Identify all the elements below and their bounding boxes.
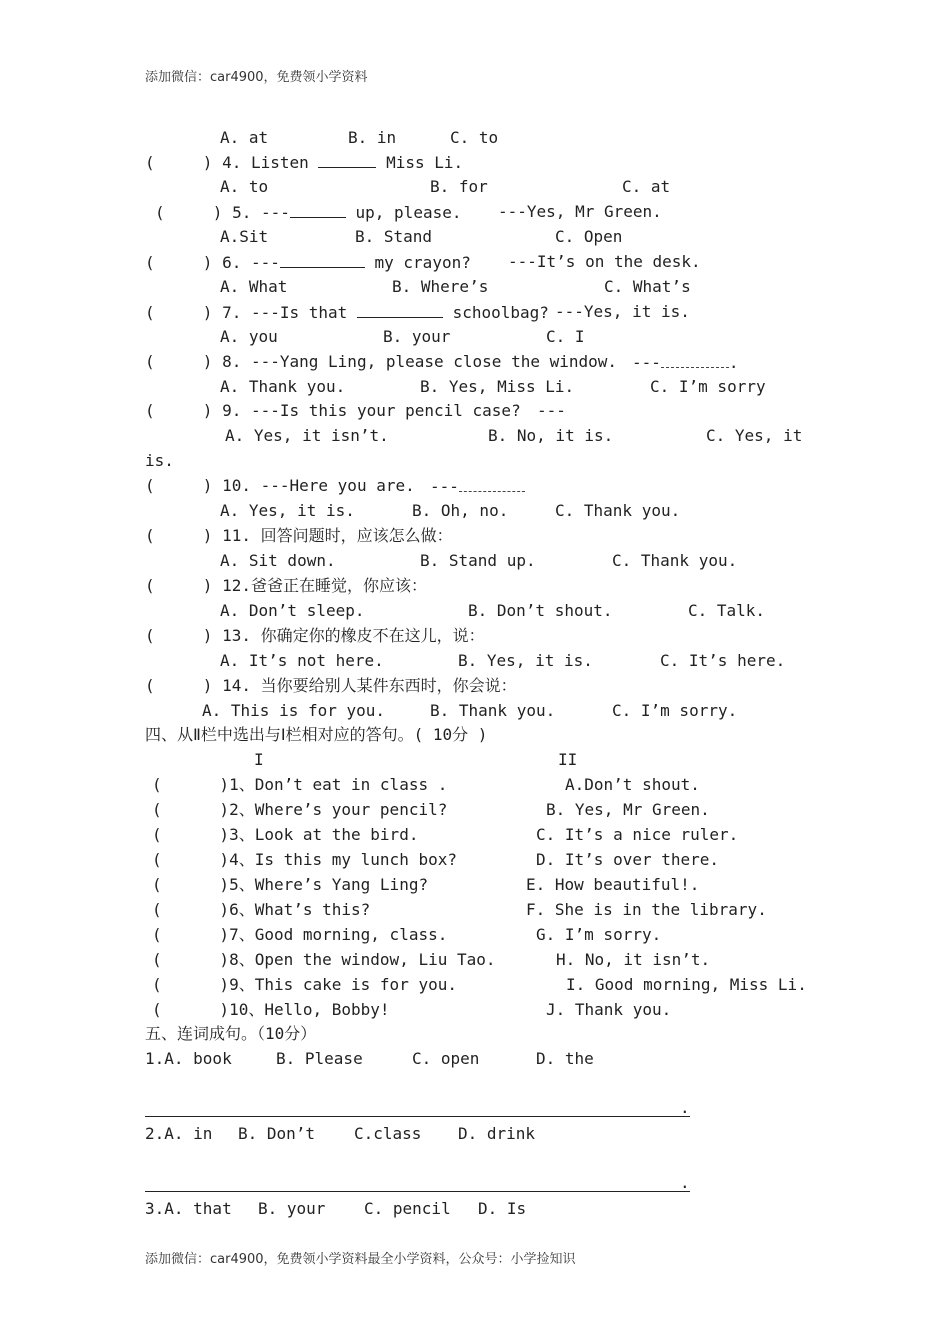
word-b: B. Don’t xyxy=(238,1124,316,1143)
matching-prompt: 5、Where’s Yang Ling? xyxy=(229,875,429,894)
matching-prompt: 10、Hello, Bobby! xyxy=(229,1000,390,1019)
answer-paren[interactable]: ( ) xyxy=(152,1000,230,1019)
answer-paren[interactable]: ( ) xyxy=(152,825,230,844)
option-c: C. It’s here. xyxy=(660,651,786,670)
matching-answer: J. Thank you. xyxy=(546,1000,672,1019)
answer-period: . xyxy=(680,1098,690,1117)
answer-paren[interactable]: ( ) xyxy=(152,800,230,819)
question-7 xyxy=(145,302,549,323)
option-c: C. Yes, it xyxy=(706,426,803,445)
question-text: 12.爸爸正在睡觉，你应该： xyxy=(222,576,427,595)
fill-blank[interactable] xyxy=(357,302,443,318)
matching-answer: G. I’m sorry. xyxy=(536,925,662,944)
matching-row-left xyxy=(152,950,496,970)
answer-paren[interactable]: ( ) xyxy=(145,576,213,595)
reply-dashes: --- xyxy=(632,353,661,372)
answer-paren[interactable]: ( ) xyxy=(152,775,230,794)
matching-prompt: 3、Look at the bird. xyxy=(229,825,419,844)
matching-row-left xyxy=(152,850,457,870)
question-text: up, please. xyxy=(355,203,462,222)
option-c: C. I’m sorry. xyxy=(612,701,738,720)
word-d: D. drink xyxy=(458,1124,536,1143)
column-2-heading: II xyxy=(558,750,578,769)
matching-prompt: 9、This cake is for you. xyxy=(229,975,457,994)
page-footer: 添加微信：car4900，免费领小学资料最全小学资料，公众号：小学捡知识 xyxy=(145,1252,576,1267)
option-c: C. Talk. xyxy=(688,601,766,620)
word-a: 2.A. in xyxy=(145,1124,213,1143)
option-a: A. at xyxy=(220,128,269,147)
question-text: Miss Li. xyxy=(386,153,464,172)
matching-answer: A.Don’t shout. xyxy=(565,775,700,794)
matching-row-left xyxy=(152,975,457,995)
option-a: A. This is for you. xyxy=(202,701,386,720)
answer-paren[interactable]: ( ) xyxy=(145,253,213,272)
question-text: my crayon? xyxy=(374,253,471,272)
option-a: A. Don’t sleep. xyxy=(220,601,365,620)
question-text: schoolbag? xyxy=(452,303,549,322)
option-a: A. It’s not here. xyxy=(220,651,384,670)
question-7-reply: ---Yes, it is. xyxy=(555,302,690,321)
answer-period: . xyxy=(680,1173,690,1192)
question-text: 6. --- xyxy=(222,253,280,272)
column-1-heading: I xyxy=(254,750,264,769)
word-c: C.class xyxy=(354,1124,422,1143)
question-14 xyxy=(145,676,517,696)
option-c: C. Open xyxy=(555,227,623,246)
answer-paren[interactable]: ( ) xyxy=(155,203,223,222)
matching-prompt: 2、Where’s your pencil? xyxy=(229,800,448,819)
option-b: B. Stand xyxy=(355,227,433,246)
option-b: B. Oh, no. xyxy=(412,501,509,520)
word-a: 1.A. book xyxy=(145,1049,232,1068)
question-12 xyxy=(145,576,427,596)
fill-blank[interactable] xyxy=(661,352,729,368)
option-b: B. Don’t shout. xyxy=(468,601,613,620)
question-6 xyxy=(145,252,471,273)
matching-row-left xyxy=(152,1000,390,1020)
option-c: C. What’s xyxy=(604,277,691,296)
word-c: C. open xyxy=(412,1049,480,1068)
answer-line[interactable] xyxy=(145,1191,690,1192)
question-11 xyxy=(145,526,453,546)
period: . xyxy=(728,353,739,372)
section-4-title: 四、从Ⅱ栏中选出与Ⅰ栏相对应的答句。( 10分 ) xyxy=(145,725,488,744)
option-a: A.Sit xyxy=(220,227,269,246)
option-b: B. Where’s xyxy=(392,277,489,296)
matching-row-left xyxy=(152,875,428,895)
option-a: A. What xyxy=(220,277,288,296)
answer-paren[interactable]: ( ) xyxy=(145,676,213,695)
option-c: C. I’m sorry xyxy=(650,377,766,396)
matching-answer: H. No, it isn’t. xyxy=(556,950,711,969)
section-5-title: 五、连词成句。（10分） xyxy=(145,1024,317,1043)
answer-paren[interactable]: ( ) xyxy=(145,476,213,495)
question-9-reply: --- xyxy=(537,401,566,420)
answer-line[interactable] xyxy=(145,1116,690,1117)
question-text: 4. Listen xyxy=(222,153,309,172)
answer-paren[interactable]: ( ) xyxy=(145,401,213,420)
matching-answer: B. Yes, Mr Green. xyxy=(546,800,710,819)
question-4 xyxy=(145,152,463,173)
option-a: A. you xyxy=(220,327,278,346)
matching-prompt: 6、What’s this? xyxy=(229,900,371,919)
question-text: 11. 回答问题时，应该怎么做： xyxy=(222,526,453,545)
matching-answer: F. She is in the library. xyxy=(526,900,767,919)
fill-blank[interactable] xyxy=(280,252,365,268)
question-9 xyxy=(145,401,521,421)
question-10 xyxy=(145,476,415,496)
question-8-reply xyxy=(632,352,739,373)
word-b: B. your xyxy=(258,1199,326,1218)
question-text: 7. ---Is that xyxy=(222,303,348,322)
option-b: B. Thank you. xyxy=(430,701,556,720)
question-text: 5. --- xyxy=(232,203,290,222)
answer-paren[interactable]: ( ) xyxy=(152,900,230,919)
question-5 xyxy=(155,202,461,223)
matching-prompt: 8、Open the window, Liu Tao. xyxy=(229,950,496,969)
option-c: C. Thank you. xyxy=(555,501,681,520)
option-b: B. Stand up. xyxy=(420,551,536,570)
question-5-reply: ---Yes, Mr Green. xyxy=(498,202,662,221)
option-a: A. to xyxy=(220,177,269,196)
question-6-reply: ---It’s on the desk. xyxy=(508,252,701,271)
answer-paren[interactable]: ( ) xyxy=(152,975,230,994)
question-8 xyxy=(145,352,617,372)
answer-paren[interactable]: ( ) xyxy=(145,303,213,322)
page-header: 添加微信：car4900，免费领小学资料 xyxy=(145,70,368,85)
option-a: A. Yes, it is. xyxy=(220,501,355,520)
question-text: 8. ---Yang Ling, please close the window. xyxy=(222,352,618,371)
word-d: D. Is xyxy=(478,1199,527,1218)
matching-row-left xyxy=(152,825,418,845)
matching-prompt: 1、Don’t eat in class . xyxy=(229,775,448,794)
option-b: B. Yes, it is. xyxy=(458,651,593,670)
word-a: 3.A. that xyxy=(145,1199,232,1218)
matching-answer: I. Good morning, Miss Li. xyxy=(566,975,807,994)
word-d: D. the xyxy=(536,1049,594,1068)
question-text: 9. ---Is this your pencil case? xyxy=(222,401,521,420)
question-text: 13. 你确定你的橡皮不在这儿，说： xyxy=(222,626,485,645)
question-10-reply xyxy=(430,476,525,497)
answer-paren[interactable]: ( ) xyxy=(152,850,230,869)
answer-paren[interactable]: ( ) xyxy=(152,950,230,969)
answer-paren[interactable]: ( ) xyxy=(152,925,230,944)
fill-blank[interactable] xyxy=(459,476,525,492)
option-c: C. I xyxy=(546,327,585,346)
option-a: A. Thank you. xyxy=(220,377,346,396)
matching-row-left xyxy=(152,800,447,820)
option-b: B. Yes, Miss Li. xyxy=(420,377,575,396)
answer-paren[interactable]: ( ) xyxy=(145,526,213,545)
option-c: C. at xyxy=(622,177,671,196)
option-b: B. No, it is. xyxy=(488,426,614,445)
option-b: B. for xyxy=(430,177,488,196)
option-c-continued: is. xyxy=(145,451,174,470)
matching-prompt: 7、Good morning, class. xyxy=(229,925,448,944)
option-c: C. to xyxy=(450,128,499,147)
option-a: A. Sit down. xyxy=(220,551,336,570)
question-text: 14. 当你要给别人某件东西时，你会说： xyxy=(222,676,517,695)
reply-dashes: --- xyxy=(430,477,459,496)
fill-blank[interactable] xyxy=(290,202,346,218)
answer-paren[interactable]: ( ) xyxy=(145,626,213,645)
matching-answer: C. It’s a nice ruler. xyxy=(536,825,739,844)
option-b: B. your xyxy=(383,327,451,346)
question-13 xyxy=(145,626,485,646)
answer-paren[interactable]: ( ) xyxy=(152,875,230,894)
matching-row-left xyxy=(152,900,370,920)
word-c: C. pencil xyxy=(364,1199,451,1218)
option-a: A. Yes, it isn’t. xyxy=(225,426,389,445)
matching-row-left xyxy=(152,925,447,945)
matching-prompt: 4、Is this my lunch box? xyxy=(229,850,457,869)
matching-answer: D. It’s over there. xyxy=(536,850,720,869)
word-b: B. Please xyxy=(276,1049,363,1068)
matching-row-left xyxy=(152,775,447,795)
answer-paren[interactable]: ( ) xyxy=(145,352,213,371)
question-text: 10. ---Here you are. xyxy=(222,476,415,495)
matching-answer: E. How beautiful!. xyxy=(526,875,700,894)
answer-paren[interactable]: ( ) xyxy=(145,153,213,172)
option-c: C. Thank you. xyxy=(612,551,738,570)
option-b: B. in xyxy=(348,128,397,147)
fill-blank[interactable] xyxy=(318,152,376,168)
